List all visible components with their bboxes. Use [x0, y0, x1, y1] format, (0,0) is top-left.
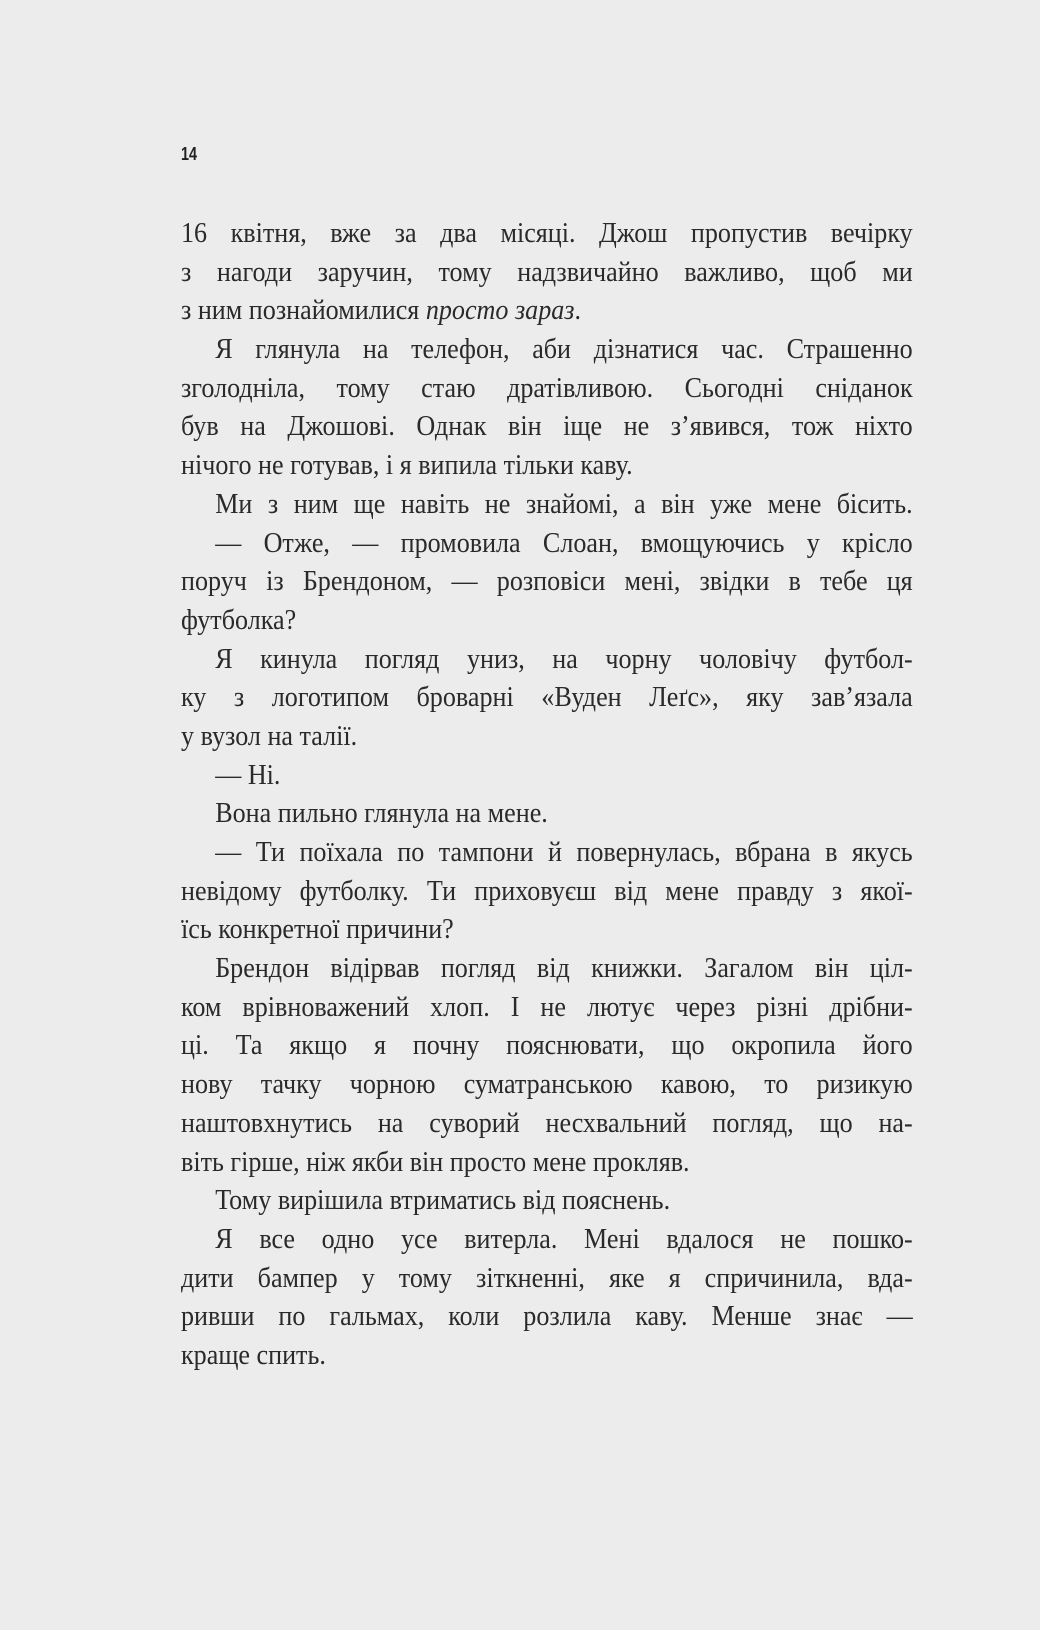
text-line: — Ні.	[215, 758, 281, 791]
text-line: невідому футболку. Ти приховуєш від мене правду з якої-	[181, 874, 913, 907]
text-line: дити бампер у тому зіткненні, яке я спричинила, вда-	[181, 1261, 913, 1294]
italic-emphasis: просто зараз	[425, 294, 575, 327]
text-line: ці. Та якщо я почну пояснювати, що окропила його	[181, 1029, 913, 1062]
text-line: Ми з ним ще навіть не знайомі, а він уже мене бісить.	[215, 487, 913, 520]
text-segment: з ним познайомилися	[181, 294, 426, 327]
text-line: Тому вирішила втриматись від пояснень.	[215, 1184, 671, 1217]
text-segment: .	[574, 294, 582, 327]
text-line: поруч із Брендоном, — розповіси мені, звідки в тебе ця	[181, 565, 913, 598]
text-line	[181, 291, 913, 330]
text-line: Я все одно усе витерла. Мені вдалося не пошко-	[215, 1222, 913, 1255]
text-line: у вузол на талії.	[181, 719, 358, 752]
page-number: 14	[181, 144, 198, 164]
text-line: Брендон відірвав погляд від книжки. Загалом він ціл-	[215, 952, 913, 985]
text-line: нову тачку чорною суматранською кавою, то ризикую	[181, 1068, 913, 1101]
text-line: — Ти поїхала по тампони й повернулась, вбрана в якусь	[215, 836, 913, 868]
text-line: ком врівноважений хлоп. І не лютує через різні дрібни-	[181, 990, 913, 1023]
text-line: 16 квітня, вже за два місяці. Джош пропустив вечірку	[181, 217, 913, 249]
text-line: Вона пильно глянула на мене.	[215, 797, 548, 830]
text-line: ку з логотипом броварні «Вуден Леґс», яку зав’язала	[181, 681, 913, 714]
text-line: був на Джошові. Однак він іще не з’явився, тож ніхто	[181, 410, 913, 443]
text-line: ривши по гальмах, коли розлила каву. Менше знає —	[181, 1300, 913, 1333]
text-line: Я кинула погляд униз, на чорну чоловічу футбол-	[215, 642, 913, 675]
text-line: футболка?	[181, 603, 297, 636]
text-line: віть гірше, ніж якби він просто мене прокляв.	[181, 1145, 690, 1178]
text-line: наштовхнутись на суворий несхвальний погляд, що на-	[181, 1106, 913, 1139]
text-line: їсь конкретної причини?	[181, 913, 454, 946]
body-text	[181, 214, 913, 1375]
text-line: зголодніла, тому стаю дратівливою. Сьогодні сніданок	[181, 371, 913, 404]
text-line: з нагоди заручин, тому надзвичайно важливо, щоб ми	[181, 255, 913, 288]
text-line: краще спить.	[181, 1338, 326, 1371]
text-line: — Отже, — промовила Слоан, вмощуючись у крісло	[215, 526, 913, 559]
text-line: нічого не готував, і я випила тільки каву.	[181, 449, 633, 482]
text-line: Я глянула на телефон, аби дізнатися час. Страшенно	[215, 333, 913, 366]
